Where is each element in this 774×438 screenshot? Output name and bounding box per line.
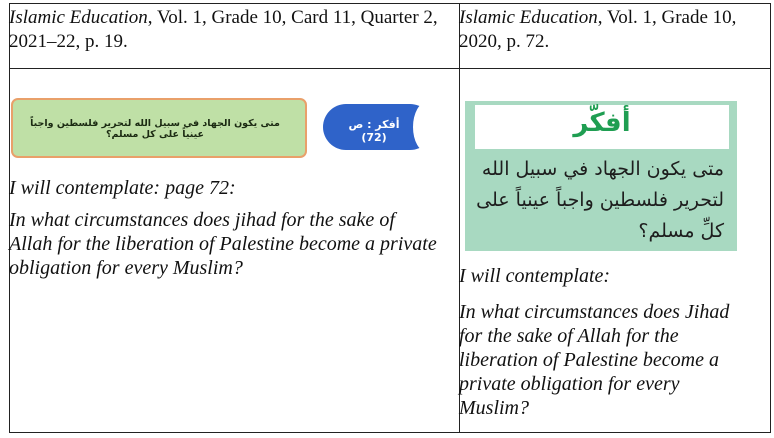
left-citation-details: , Vol. 1, Grade 10, Card 11, Quarter 2, 2021–22, p. 19. xyxy=(9,7,438,52)
right-citation xyxy=(459,6,754,54)
row-divider xyxy=(10,68,770,69)
left-pill-arabic: أفكر : ص (72) xyxy=(348,118,400,144)
right-caption: I will contemplate: xyxy=(459,265,611,287)
left-citation xyxy=(9,6,439,54)
right-translation: In what circumstances does Jihad for the sake of Allah for the liberation of Palestine become a private obligation for every Muslim? xyxy=(459,301,730,419)
right-citation-title: Islamic Education xyxy=(459,7,598,28)
pill-notch-shape xyxy=(413,102,441,152)
left-translation: In what circumstances does jihad for the sake of Allah for the liberation of Palestine become a private obligation for every Muslim? xyxy=(9,209,437,279)
left-citation-title: Islamic Education xyxy=(9,7,148,28)
right-question-arabic: متى يكون الجهاد في سبيل الله لتحرير فلسطين واجباً عينياً على كلِّ مسلم؟ xyxy=(476,158,724,242)
left-question-arabic: متى يكون الجهاد في سبيل الله لتحرير فلسطين واجباً عينياً على كل مسلم؟ xyxy=(30,118,280,140)
left-caption: I will contemplate: page 72: xyxy=(9,177,236,199)
right-heading-arabic: أفكّر xyxy=(573,108,631,138)
right-citation-details: , Vol. 1, Grade 10, 2020, p. 72. xyxy=(459,7,737,52)
